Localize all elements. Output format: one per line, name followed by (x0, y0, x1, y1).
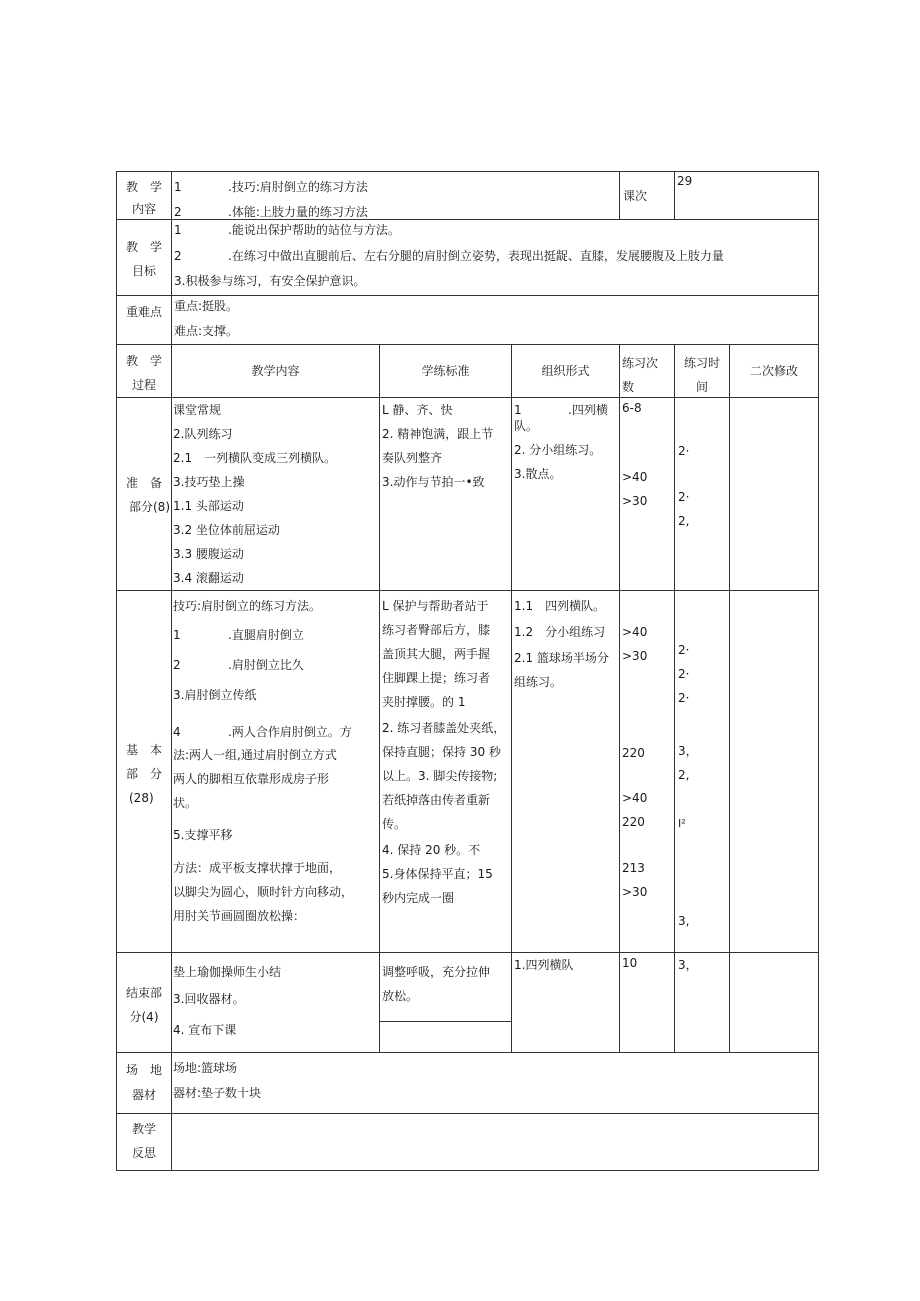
main-standard-line: 以上。3. 脚尖传接物; (382, 769, 498, 783)
main-content-line: .肩肘倒立比久 (228, 658, 304, 672)
period-value: 29 (677, 174, 693, 188)
end-standard-cell (379, 952, 512, 1022)
venue-label-cell (116, 1052, 172, 1114)
main-label-line3: (28) (129, 791, 154, 805)
main-time-cell (674, 590, 730, 953)
end-label-line2: 分(4) (129, 1010, 159, 1024)
content-cell (171, 171, 620, 220)
main-time-value: 3, (678, 914, 690, 928)
end-label-line1: 结束部 (125, 986, 162, 1000)
prep-org-line: 队。 (514, 419, 539, 433)
main-count-value: >40 (622, 791, 648, 805)
prep-standard-cell (379, 397, 512, 591)
prep-count-value: >30 (622, 494, 648, 508)
main-label-line2: 部 分 (125, 767, 162, 781)
end-content-cell (171, 952, 380, 1053)
end-standard-line: 放松。 (382, 989, 419, 1003)
main-standard-line: 4. 保持 20 秒。不 (382, 843, 481, 857)
process-label-line2: 过程 (131, 378, 156, 392)
goals-label-line1: 教 学 (125, 240, 162, 254)
header-org-cell (511, 344, 620, 398)
end-label-cell (116, 952, 172, 1053)
main-standard-cell (379, 590, 512, 953)
main-time-value: 2· (678, 667, 690, 681)
keypoints-label: 重难点 (125, 305, 162, 319)
main-standard-line: 传。 (382, 817, 407, 831)
prep-standard-line: 3.动作与节拍一•致 (382, 475, 485, 489)
column-header: 二次修改 (749, 364, 798, 378)
prep-count-cell (619, 397, 675, 591)
main-org-cell (511, 590, 620, 953)
keypoint-text: 难点:支撑。 (174, 324, 239, 338)
main-content-line: 2 (173, 658, 181, 672)
main-content-line: 技巧:肩肘倒立的练习方法。 (173, 599, 322, 613)
main-count-value: 213 (622, 861, 645, 875)
main-content-line: .两人合作肩肘倒立。方 (228, 725, 352, 739)
header-standard-cell (379, 344, 512, 398)
process-label-line1: 教 学 (125, 354, 162, 368)
header-time-cell (674, 344, 730, 398)
main-revision-cell (729, 590, 819, 953)
main-content-line: 以脚尖为圆心，顺时针方向移动， (173, 885, 354, 899)
prep-content-cell (171, 397, 380, 591)
end-revision-cell (729, 952, 819, 1053)
prep-org-line: 2. 分小组练习。 (514, 443, 602, 457)
goal-text: 3.积极参与练习，有安全保护意识。 (174, 274, 366, 288)
venue-cell (171, 1052, 819, 1114)
content-item-text: .体能:上肢力量的练习方法 (228, 205, 368, 219)
main-standard-line: 夹肘撑腰。的 1 (382, 695, 466, 709)
end-standard-line: 调整呼吸，充分拉伸 (382, 965, 491, 979)
period-label-cell (619, 171, 675, 220)
main-org-line: 1.1 四列横队。 (514, 599, 606, 613)
keypoint-text: 重点:挺股。 (174, 299, 239, 313)
keypoints-label-cell (116, 295, 172, 345)
main-content-cell (171, 590, 380, 953)
content-label-line1: 教 学 (125, 180, 162, 194)
main-content-line: 两人的脚相互依靠形成房子形 (173, 772, 330, 786)
column-header: 练习时间 (683, 356, 720, 394)
end-content-line: 3.回收器材。 (173, 992, 245, 1006)
goal-num: 1 (174, 223, 182, 237)
goal-num: 2 (174, 249, 182, 263)
lesson-plan-table (116, 171, 819, 1171)
main-time-value: 2· (678, 691, 690, 705)
end-org-line: 1.四列横队 (514, 958, 574, 972)
main-org-line: 1.2 分小组练习 (514, 625, 606, 639)
main-org-line: 组练习。 (514, 675, 563, 689)
main-standard-line: 秒内完成一圈 (382, 891, 455, 905)
prep-org-line: 3.散点。 (514, 467, 562, 481)
main-count-value: >40 (622, 625, 648, 639)
main-content-line: 用肘关节画圆圈放松操： (173, 909, 306, 923)
column-header: 学练标准 (421, 364, 470, 378)
main-standard-line: 住脚踝上提；练习者 (382, 671, 491, 685)
venue-line: 器材:垫子数十块 (173, 1086, 262, 1100)
end-time-value: 3， (678, 958, 698, 972)
main-content-line: 方法：成平板支撑状撑于地面， (173, 861, 342, 875)
end-content-line: 4. 宣布下课 (173, 1023, 237, 1037)
end-content-line: 垫上瑜伽操师生小结 (173, 965, 282, 979)
end-time-cell (674, 952, 730, 1053)
header-revision-cell (729, 344, 819, 398)
main-content-line: 5.支撑平移 (173, 828, 233, 842)
main-time-value: 2, (678, 768, 690, 782)
main-label-cell (116, 590, 172, 953)
main-count-value: >30 (622, 885, 648, 899)
prep-org-line: 1 (514, 403, 522, 417)
column-header: 教学内容 (251, 364, 300, 378)
process-label-cell (116, 344, 172, 398)
main-org-line: 2.1 篮球场半场分 (514, 651, 609, 665)
prep-time-value: 2· (678, 444, 690, 458)
main-count-value: >30 (622, 649, 648, 663)
prep-label-line2: 部分(8) (129, 500, 170, 514)
prep-time-cell (674, 397, 730, 591)
main-standard-line: 保持直腿；保持 30 秒 (382, 745, 501, 759)
main-standard-line: 若纸掉落由传者重新 (382, 793, 491, 807)
keypoints-cell (171, 295, 819, 345)
goals-cell (171, 219, 819, 296)
goals-label-line2: 目标 (131, 264, 156, 278)
prep-revision-cell (729, 397, 819, 591)
main-content-line: 4 (173, 725, 181, 739)
main-content-line: 1 (173, 628, 181, 642)
prep-content-line: 3.2 坐位体前屈运动 (173, 523, 280, 537)
header-content-cell (171, 344, 380, 398)
main-standard-line: 练习者臀部后方，膝 (382, 623, 491, 637)
main-standard-line: 5.身体保持平直；15 (382, 867, 493, 881)
prep-label-cell (116, 397, 172, 591)
venue-label-line2: 器材 (131, 1088, 156, 1102)
venue-label-line1: 场 地 (125, 1063, 162, 1077)
main-time-value: 3， (678, 744, 698, 758)
goals-label-cell (116, 219, 172, 296)
prep-count-value: 6-8 (622, 401, 642, 415)
reflection-label-line2: 反思 (131, 1146, 156, 1160)
prep-count-value: >40 (622, 470, 648, 484)
header-count-cell (619, 344, 675, 398)
main-count-value: 220 (622, 746, 645, 760)
main-content-line: 3.肩肘倒立传纸 (173, 688, 257, 702)
prep-content-line: 2.队列练习 (173, 427, 233, 441)
main-standard-line: 2. 练习者膝盖处夹纸， (382, 721, 506, 735)
prep-standard-line: 2. 精神饱满，跟上节 (382, 427, 494, 441)
prep-standard-line: L 静、齐、快 (382, 403, 453, 417)
main-standard-line: 盖顶其大腿，两手握 (382, 647, 491, 661)
main-label-line1: 基 本 (125, 743, 162, 757)
prep-org-line: .四列横 (568, 403, 608, 417)
content-item-num: 2 (174, 205, 182, 219)
end-org-cell (511, 952, 620, 1053)
goal-text: .能说出保护帮助的站位与方法。 (228, 223, 400, 237)
content-label-line2: 内容 (131, 202, 156, 216)
end-count-cell (619, 952, 675, 1053)
reflection-label-line1: 教学 (131, 1122, 156, 1136)
main-count-cell (619, 590, 675, 953)
period-label: 课次 (623, 189, 648, 203)
prep-time-value: 2, (678, 514, 690, 528)
prep-label-line1: 准 备 (125, 476, 162, 490)
venue-line: 场地:篮球场 (173, 1061, 238, 1075)
prep-content-line: 3.4 滚翻运动 (173, 571, 244, 585)
reflection-label-cell (116, 1113, 172, 1171)
main-time-value: 2· (678, 643, 690, 657)
end-count-value: 10 (622, 956, 638, 970)
prep-org-cell (511, 397, 620, 591)
main-standard-line: L 保护与帮助者站于 (382, 599, 489, 613)
main-content-line: .直腿肩肘倒立 (228, 628, 304, 642)
prep-content-line: 2.1 一列横队变成三列横队。 (173, 451, 337, 465)
prep-standard-line: 奏队列整齐 (382, 451, 443, 465)
prep-content-line: 3.3 腰腹运动 (173, 547, 244, 561)
main-time-value: I² (678, 817, 686, 830)
prep-time-value: 2· (678, 490, 690, 504)
main-content-line: 法:两人一组,通过肩肘倒立方式 (173, 748, 337, 762)
prep-content-line: 课堂常规 (173, 403, 222, 417)
content-label-cell (116, 171, 172, 220)
prep-content-line: 3.技巧垫上操 (173, 475, 245, 489)
reflection-cell[interactable] (171, 1113, 819, 1171)
prep-content-line: 1.1 头部运动 (173, 499, 244, 513)
main-content-line: 状。 (173, 796, 198, 810)
column-header: 组织形式 (541, 364, 590, 378)
main-count-value: 220 (622, 815, 645, 829)
goal-text: .在练习中做出直腿前后、左右分腿的肩肘倒立姿势，表现出挺龊、直膝，发展腰腹及上肢力量 (228, 249, 724, 263)
column-header: 练习次数 (622, 356, 659, 394)
content-item-text: .技巧:肩肘倒立的练习方法 (228, 180, 368, 194)
period-value-cell (674, 171, 819, 220)
content-item-num: 1 (174, 180, 182, 194)
